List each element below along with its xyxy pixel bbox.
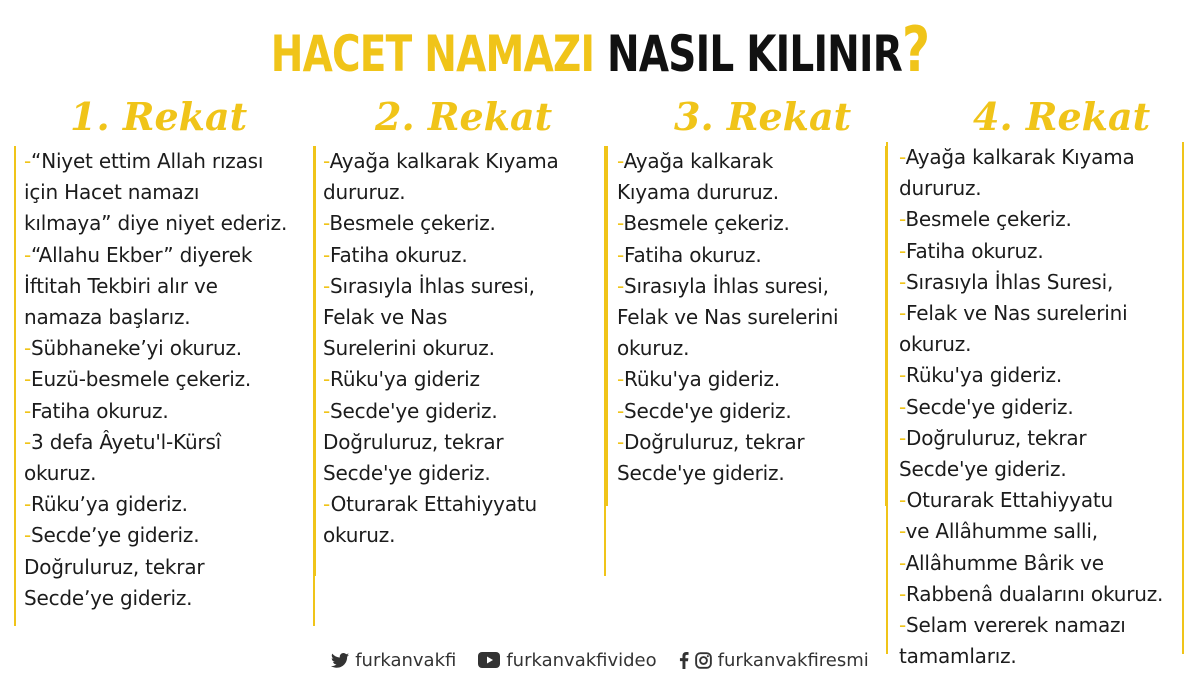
instruction-line	[323, 458, 604, 489]
instruction-text: Secde'ye gideriz.	[330, 398, 498, 423]
instruction-line	[24, 208, 313, 239]
instagram-icon	[695, 652, 712, 669]
instruction-text: dururuz.	[899, 176, 982, 201]
youtube-icon	[478, 652, 500, 668]
bullet-dash: -	[899, 301, 907, 326]
instruction-line	[899, 142, 1182, 173]
bullet-dash: -	[323, 242, 331, 267]
instruction-line	[24, 333, 313, 364]
instruction-line	[323, 177, 604, 208]
instruction-line	[24, 427, 313, 458]
rekat-2-heading: 2. Rekat	[375, 94, 553, 139]
instruction-line	[617, 333, 885, 364]
rekat-1-heading: 1. Rekat	[70, 94, 248, 139]
footer-youtube[interactable]	[478, 650, 656, 671]
instruction-line	[617, 427, 885, 458]
instruction-line	[617, 396, 885, 427]
instruction-text: okuruz.	[24, 461, 97, 486]
bullet-dash: -	[899, 363, 907, 388]
instruction-text: Secde'ye gideriz.	[624, 398, 792, 423]
instruction-line	[617, 177, 885, 208]
twitter-handle: furkanvakfi	[355, 649, 457, 671]
instruction-text: dururuz.	[323, 180, 406, 205]
instruction-line	[899, 485, 1182, 516]
instruction-text: Felak ve Nas surelerini	[617, 305, 839, 330]
bullet-dash: -	[899, 550, 906, 575]
instruction-text: Doğruluruz, tekrar	[323, 429, 504, 454]
instruction-text: Felak ve Nas	[323, 305, 448, 330]
instruction-line	[24, 458, 313, 489]
instruction-text: Rüku'ya gideriz.	[624, 367, 780, 392]
instruction-line	[24, 302, 313, 333]
instruction-line	[24, 271, 313, 302]
social-handle: furkanvakfiresmi	[717, 649, 869, 671]
instruction-line	[24, 146, 313, 177]
instruction-line	[617, 364, 885, 395]
instruction-line	[323, 302, 604, 333]
instruction-line	[899, 454, 1182, 485]
bullet-dash: -	[617, 211, 624, 236]
rekat-3-heading: 3. Rekat	[674, 94, 852, 139]
instruction-text: Besmele çekeriz.	[905, 207, 1072, 232]
bullet-dash: -	[24, 367, 32, 392]
instruction-text: ve Allâhumme salli,	[905, 519, 1098, 544]
bullet-dash: -	[899, 238, 907, 263]
instruction-text: Felak ve Nas surelerini	[906, 301, 1128, 326]
instruction-text: Selam vererek namazı	[906, 613, 1126, 638]
instruction-text: Fatiha okuruz.	[31, 398, 169, 423]
instruction-text: Sırasıyla İhlas suresi,	[624, 273, 829, 298]
bullet-dash: -	[617, 398, 625, 423]
instruction-text: Ayağa kalkarak	[623, 149, 774, 173]
instruction-text: tamamlarız.	[899, 644, 1017, 669]
instruction-text: Allâhumme Bârik ve	[905, 550, 1104, 575]
bullet-dash: -	[899, 145, 906, 169]
instruction-line	[899, 173, 1182, 204]
instruction-line	[617, 302, 885, 333]
instruction-line	[899, 360, 1182, 391]
bullet-dash: -	[24, 429, 32, 454]
bullet-dash: -	[323, 398, 331, 423]
instruction-line	[899, 236, 1182, 267]
instruction-text: okuruz.	[899, 332, 972, 357]
instruction-line	[617, 240, 885, 271]
instruction-text: Doğruluruz, tekrar	[24, 554, 205, 579]
instruction-text: için Hacet namazı	[24, 180, 200, 205]
bullet-dash: -	[323, 367, 331, 392]
instruction-line	[617, 458, 885, 489]
instruction-line	[323, 208, 604, 239]
instruction-text: Doğruluruz, tekrar	[906, 425, 1087, 450]
instruction-line	[24, 489, 313, 520]
footer-twitter[interactable]	[331, 650, 456, 671]
instruction-line	[323, 427, 604, 458]
instruction-text: Fatiha okuruz.	[330, 242, 468, 267]
title-part-1: HACET NAMAZI	[270, 25, 595, 83]
bullet-dash: -	[617, 429, 625, 454]
instruction-text: Surelerini okuruz.	[323, 336, 495, 361]
instruction-line	[899, 392, 1182, 423]
rekat-1-column	[14, 146, 315, 626]
bullet-dash: -	[899, 613, 907, 638]
bullet-dash: -	[899, 394, 907, 419]
rekat-2-column	[314, 146, 606, 576]
instruction-text: okuruz.	[617, 336, 690, 361]
instruction-text: Secdeʼye gideriz.	[31, 523, 200, 548]
instruction-line	[899, 579, 1182, 610]
rekat-4-heading: 4. Rekat	[973, 94, 1151, 139]
instruction-text: kılmaya” diye niyet ederiz.	[24, 211, 288, 236]
instruction-line	[323, 364, 604, 395]
instruction-line	[24, 177, 313, 208]
instruction-line	[899, 548, 1182, 579]
bullet-dash: -	[899, 581, 907, 606]
instruction-line	[24, 396, 313, 427]
bullet-dash: -	[24, 523, 32, 548]
instruction-text: Fatiha okuruz.	[624, 242, 762, 267]
instruction-text: Sübhaneke’yi okuruz.	[31, 336, 242, 361]
instruction-line	[323, 333, 604, 364]
bullet-dash: -	[323, 211, 330, 236]
bullet-dash: -	[899, 519, 906, 544]
instruction-line	[617, 271, 885, 302]
instruction-line	[899, 516, 1182, 547]
instruction-line	[24, 520, 313, 551]
instruction-line	[899, 610, 1182, 641]
youtube-handle: furkanvakfivideo	[506, 649, 657, 671]
instruction-line	[899, 204, 1182, 235]
instruction-line	[24, 583, 313, 614]
instruction-line	[323, 146, 604, 177]
bullet-dash: -	[323, 492, 331, 517]
instruction-line	[899, 329, 1182, 360]
bullet-dash: -	[617, 242, 625, 267]
instruction-line	[323, 240, 604, 271]
page-title	[132, 13, 1068, 86]
twitter-icon	[331, 653, 349, 668]
instruction-text: Sırasıyla İhlas Suresi,	[906, 269, 1114, 294]
instruction-text: Besmele çekeriz.	[329, 211, 496, 236]
instruction-text: Ayağa kalkarak Kıyama	[329, 149, 559, 173]
footer	[0, 645, 1200, 675]
facebook-icon	[679, 652, 689, 669]
bullet-dash: -	[24, 398, 32, 423]
bullet-dash: -	[899, 488, 907, 513]
rekat-3-column	[606, 146, 887, 506]
footer-social[interactable]	[679, 650, 869, 671]
instruction-line	[899, 298, 1182, 329]
instruction-line	[323, 520, 604, 551]
bullet-dash: -	[899, 425, 907, 450]
instruction-text: Secde'ye gideriz.	[906, 394, 1074, 419]
instruction-line	[323, 396, 604, 427]
instruction-text: Kıyama dururuz.	[617, 180, 779, 205]
instruction-text: Ayağa kalkarak Kıyama	[905, 145, 1135, 169]
bullet-dash: -	[617, 367, 625, 392]
instruction-text: 3 defa Âyetu'l-Kürsî	[31, 429, 222, 454]
bullet-dash: -	[899, 207, 906, 232]
bullet-dash: -	[24, 149, 32, 173]
instruction-text: Rükuʼya gideriz.	[31, 492, 188, 517]
instruction-line	[899, 267, 1182, 298]
title-part-2: NASIL KILINIR	[607, 25, 903, 83]
bullet-dash: -	[323, 273, 331, 298]
instruction-text: Euzü-besmele çekeriz.	[31, 367, 252, 392]
bullet-dash: -	[617, 149, 624, 173]
instruction-text: İftitah Tekbiri alır ve	[24, 273, 218, 298]
instruction-text: Rüku'ya gideriz.	[906, 363, 1062, 388]
instruction-line	[24, 240, 313, 271]
instruction-text: Secde'ye gideriz.	[323, 461, 491, 486]
instruction-line	[323, 489, 604, 520]
instruction-line	[24, 552, 313, 583]
instruction-line	[24, 364, 313, 395]
instruction-text: namaza başlarız.	[24, 305, 191, 330]
instruction-text: Besmele çekeriz.	[623, 211, 790, 236]
instruction-text: Secde'ye gideriz.	[899, 457, 1067, 482]
instruction-line	[617, 208, 885, 239]
instruction-text: “Allahu Ekber” diyerek	[31, 242, 253, 267]
instruction-text: “Niyet ettim Allah rızası	[31, 149, 264, 173]
bullet-dash: -	[617, 273, 625, 298]
rekat-4-column	[886, 142, 1184, 669]
title-question-mark: ?	[902, 13, 930, 86]
bullet-dash: -	[24, 336, 32, 361]
instruction-text: Oturarak Ettahiyyatu	[906, 488, 1113, 513]
instruction-line	[617, 146, 885, 177]
instruction-text: Oturarak Ettahiyyatu	[330, 492, 537, 517]
instruction-text: Fatiha okuruz.	[906, 238, 1044, 263]
instruction-text: okuruz.	[323, 523, 396, 548]
instruction-line	[323, 271, 604, 302]
bullet-dash: -	[899, 269, 907, 294]
instruction-text: Rüku'ya gideriz	[330, 367, 480, 392]
instruction-text: Secde'ye gideriz.	[617, 461, 785, 486]
instruction-text: Rabbenâ dualarını okuruz.	[906, 581, 1164, 606]
bullet-dash: -	[24, 242, 32, 267]
bullet-dash: -	[24, 492, 32, 517]
instruction-text: Doğruluruz, tekrar	[624, 429, 805, 454]
instruction-text: Sırasıyla İhlas suresi,	[330, 273, 535, 298]
bullet-dash: -	[323, 149, 330, 173]
instruction-text: Secdeʼye gideriz.	[24, 585, 193, 610]
instruction-line	[899, 423, 1182, 454]
